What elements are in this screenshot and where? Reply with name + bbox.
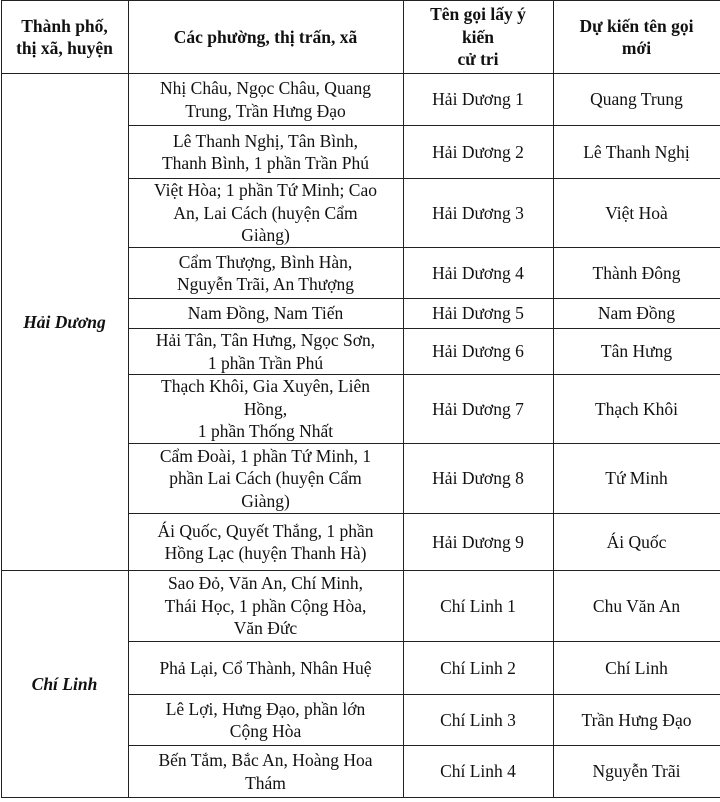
wards-cell: Thạch Khôi, Gia Xuyên, Liên Hồng, 1 phần Thống Nhất [128,375,403,444]
new-name-cell: Thạch Khôi [553,375,720,444]
table-row [1,74,720,126]
wards-cell: Cẩm Đoài, 1 phần Tứ Minh, 1 phần Lai Cách (huyện Cẩm Giàng) [128,444,403,514]
new-name-cell: Chu Văn An [553,571,720,642]
header-new-name: Dự kiến tên gọi mới [553,1,720,74]
new-name-cell: Chí Linh [553,642,720,695]
wards-cell: Hải Tân, Tân Hưng, Ngọc Sơn, 1 phần Trần Phú [128,329,403,375]
new-name-cell: Việt Hoà [553,179,720,248]
city-cell: Hải Dương [1,74,128,571]
consult-name-cell: Hải Dương 2 [403,126,553,179]
header-consult-name: Tên gọi lấy ý kiến cử tri [403,1,553,74]
wards-cell: Ái Quốc, Quyết Thắng, 1 phần Hồng Lạc (huyện Thanh Hà) [128,514,403,571]
wards-cell: Bến Tắm, Bắc An, Hoàng Hoa Thám [128,746,403,798]
consult-name-cell: Hải Dương 6 [403,329,553,375]
ward-merger-table [1,0,720,798]
table-body [1,74,720,798]
header-wards: Các phường, thị trấn, xã [128,1,403,74]
consult-name-cell: Hải Dương 8 [403,444,553,514]
new-name-cell: Nguyễn Trãi [553,746,720,798]
consult-name-cell: Hải Dương 7 [403,375,553,444]
consult-name-cell: Chí Linh 3 [403,695,553,746]
wards-cell: Nhị Châu, Ngọc Châu, Quang Trung, Trần Hưng Đạo [128,74,403,126]
wards-cell: Lê Thanh Nghị, Tân Bình, Thanh Bình, 1 phần Trần Phú [128,126,403,179]
consult-name-cell: Hải Dương 1 [403,74,553,126]
new-name-cell: Quang Trung [553,74,720,126]
new-name-cell: Ái Quốc [553,514,720,571]
new-name-cell: Lê Thanh Nghị [553,126,720,179]
consult-name-cell: Chí Linh 1 [403,571,553,642]
consult-name-cell: Chí Linh 4 [403,746,553,798]
header-row [1,1,720,74]
table-row [1,571,720,642]
new-name-cell: Nam Đồng [553,299,720,329]
wards-cell: Phả Lại, Cổ Thành, Nhân Huệ [128,642,403,695]
new-name-cell: Trần Hưng Đạo [553,695,720,746]
consult-name-cell: Hải Dương 4 [403,248,553,299]
consult-name-cell: Chí Linh 2 [403,642,553,695]
consult-name-cell: Hải Dương 9 [403,514,553,571]
wards-cell: Lê Lợi, Hưng Đạo, phần lớn Cộng Hòa [128,695,403,746]
wards-cell: Cẩm Thượng, Bình Hàn, Nguyễn Trãi, An Thượng [128,248,403,299]
consult-name-cell: Hải Dương 3 [403,179,553,248]
new-name-cell: Tân Hưng [553,329,720,375]
header-city: Thành phố, thị xã, huyện [1,1,128,74]
wards-cell: Nam Đồng, Nam Tiến [128,299,403,329]
consult-name-cell: Hải Dương 5 [403,299,553,329]
wards-cell: Việt Hòa; 1 phần Tứ Minh; Cao An, Lai Cách (huyện Cẩm Giàng) [128,179,403,248]
city-cell: Chí Linh [1,571,128,798]
wards-cell: Sao Đỏ, Văn An, Chí Minh, Thái Học, 1 phần Cộng Hòa, Văn Đức [128,571,403,642]
new-name-cell: Thành Đông [553,248,720,299]
new-name-cell: Tứ Minh [553,444,720,514]
